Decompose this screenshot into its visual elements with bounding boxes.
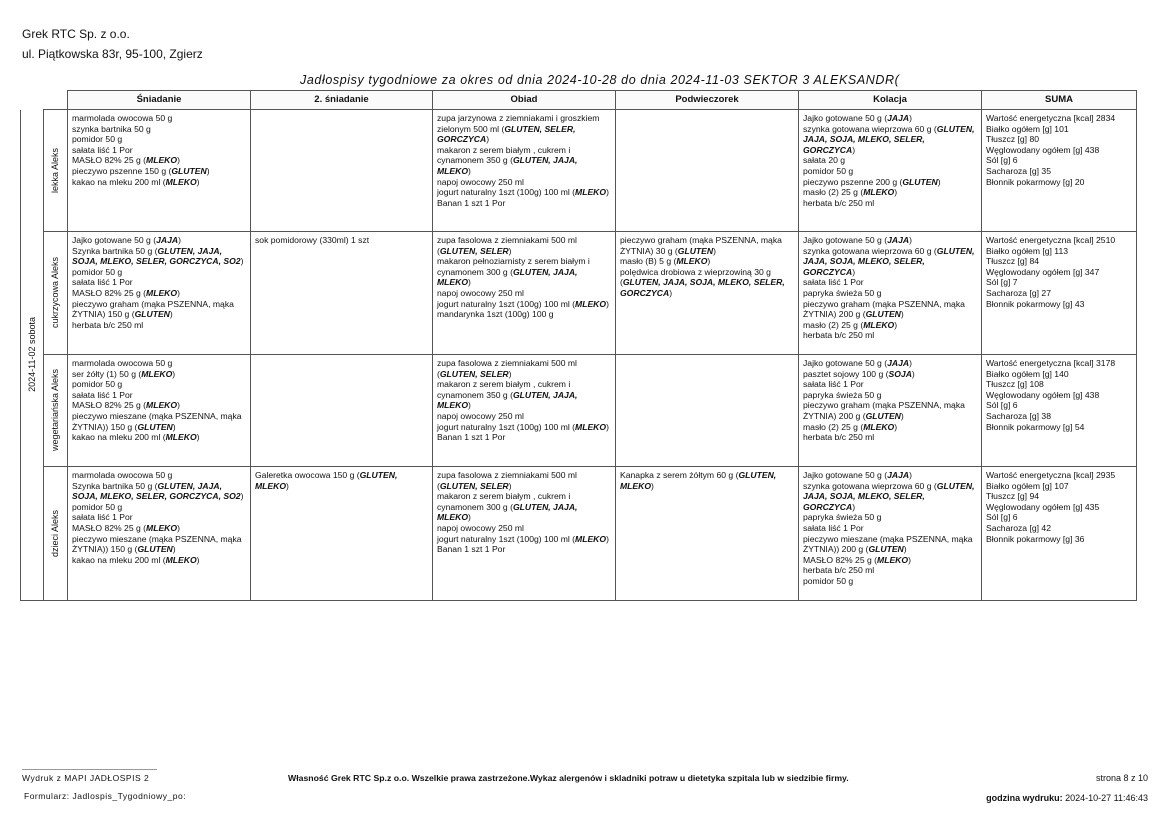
- nutrition-cell: [982, 467, 1137, 601]
- meal-cell: [799, 232, 982, 355]
- meal-item: pasztet sojowy 100 g (SOJA): [803, 368, 915, 379]
- meal-item: Banan 1 szt 1 Por: [437, 544, 506, 555]
- day-cell: [21, 110, 44, 601]
- nutrition-value: Sacharoza [g] 42: [986, 522, 1051, 533]
- meal-item: pieczywo mieszane (mąka PSZENNA, mąka ŻYTNIA)) 200 g (GLUTEN): [803, 533, 973, 555]
- nutrition-value: Tłuszcz [g] 108: [986, 379, 1044, 390]
- column-header: Śniadanie: [68, 91, 251, 110]
- diet-cell: [44, 467, 68, 601]
- meal-cell: [433, 232, 616, 355]
- meal-item: pieczywo pszenne 150 g (GLUTEN): [72, 165, 210, 176]
- meal-item: napoj owocowy 250 ml: [437, 287, 524, 298]
- meal-item: MASŁO 82% 25 g (MLEKO): [72, 522, 180, 533]
- meal-item: pieczywo graham (mąka PSZENNA, mąka ŻYTNIA) 200 g (GLUTEN): [803, 400, 965, 421]
- nutrition-value: Białko ogółem [g] 113: [986, 245, 1069, 256]
- meal-cell: [68, 110, 251, 232]
- nutrition-value: Węglowodany ogółem [g] 347: [986, 266, 1100, 277]
- print-time-label: godzina wydruku:: [986, 793, 1063, 803]
- meal-item: jogurt naturalny 1szt (100g) 100 ml (MLEKO): [437, 421, 609, 432]
- meal-item: sałata liść 1 Por: [72, 277, 133, 288]
- meal-item: pieczywo mieszane (mąka PSZENNA, mąka ŻYTNIA)) 150 g (GLUTEN): [72, 533, 242, 555]
- diet-label: dzieci Aleks: [50, 509, 61, 558]
- nutrition-value: Błonnik pokarmowy [g] 20: [986, 176, 1085, 187]
- meal-item: herbata b/c 250 ml: [803, 197, 875, 208]
- nutrition-value: Sacharoza [g] 35: [986, 165, 1051, 176]
- meal-item: kakao na mleku 200 ml (MLEKO): [72, 432, 200, 443]
- print-time: [986, 793, 1148, 803]
- page-number: strona 8 z 10: [1095, 773, 1148, 783]
- diet-label: cukrzycowa Aleks: [50, 257, 61, 329]
- meal-item: zupa fasolowa z ziemniakami 500 ml (GLUTEN, SELER): [437, 470, 577, 491]
- meal-cell: [616, 467, 799, 601]
- diet-cell: [44, 110, 68, 232]
- meal-cell: [433, 110, 616, 232]
- meal-item: makaron z serem białym , cukrem i cynamonem 350 g (GLUTEN, JAJA, MLEKO): [437, 144, 578, 176]
- meal-cell: [251, 355, 433, 467]
- nutrition-value: Sacharoza [g] 38: [986, 410, 1051, 421]
- diet-row: [21, 467, 1137, 601]
- meal-cell: [251, 467, 433, 601]
- meal-item: MASŁO 82% 25 g (MLEKO): [72, 287, 180, 298]
- nutrition-value: Wartość energetyczna [kcal] 3178: [986, 358, 1116, 368]
- ownership-note: Własność Grek RTC Sp.z o.o. Wszelkie prawa zastrzeżone.Wykaz alergenów i skladniki potraw u dietetyka szpitala lub w siedzibie firmy.: [288, 773, 849, 783]
- meal-item: herbata b/c 250 ml: [803, 432, 875, 443]
- header-spacer: [21, 91, 44, 110]
- meal-item: jogurt naturalny 1szt (100g) 100 ml (MLEKO): [437, 187, 609, 198]
- meal-item: szynka gotowana wieprzowa 60 g (GLUTEN, JAJA, SOJA, MLEKO, SELER, GORCZYCA): [803, 245, 975, 277]
- meal-cell: [251, 110, 433, 232]
- diet-cell: [44, 355, 68, 467]
- meal-item: Jajko gotowane 50 g (JAJA): [803, 358, 912, 368]
- meal-cell: [799, 355, 982, 467]
- diet-label: lekka Aleks: [50, 147, 61, 194]
- meal-item: pieczywo graham (mąka PSZENNA, mąka ŻYTNIA) 30 g (GLUTEN): [620, 235, 782, 256]
- meal-item: polędwica drobiowa z wieprzowiną 30 g (GLUTEN, JAJA, SOJA, MLEKO, SELER, GORCZYCA): [620, 266, 785, 298]
- meal-item: kakao na mleku 200 ml (MLEKO): [72, 554, 200, 565]
- meal-item: papryka świeża 50 g: [803, 512, 882, 523]
- nutrition-value: Błonnik pokarmowy [g] 43: [986, 298, 1085, 309]
- meal-item: pomidor 50 g: [72, 501, 123, 512]
- meal-item: Szynka bartnika 50 g (GLUTEN, JAJA, SOJA, MLEKO, SELER, GORCZYCA, SO2): [72, 245, 244, 267]
- meal-item: makaron z serem białym , cukrem i cynamonem 350 g (GLUTEN, JAJA, MLEKO): [437, 379, 578, 411]
- meal-item: marmolada owocowa 50 g: [72, 113, 173, 123]
- column-header: 2. śniadanie: [251, 91, 433, 110]
- meal-item: MASŁO 82% 25 g (MLEKO): [72, 155, 180, 166]
- meal-item: MASŁO 82% 25 g (MLEKO): [72, 400, 180, 411]
- meal-item: ser żółty (1) 50 g (MLEKO): [72, 368, 176, 379]
- meal-item: pieczywo graham (mąka PSZENNA, mąka ŻYTNIA) 200 g (GLUTEN): [803, 298, 965, 320]
- nutrition-value: Tłuszcz [g] 80: [986, 134, 1040, 145]
- nutrition-value: Sól [g] 7: [986, 277, 1018, 288]
- meal-item: Jajko gotowane 50 g (JAJA): [803, 235, 912, 245]
- nutrition-value: Wartość energetyczna [kcal] 2935: [986, 470, 1116, 480]
- meal-item: Banan 1 szt 1 Por: [437, 432, 506, 443]
- meal-item: Szynka bartnika 50 g (GLUTEN, JAJA, SOJA, MLEKO, SELER, GORCZYCA, SO2): [72, 480, 244, 502]
- meal-cell: [799, 467, 982, 601]
- meal-item: papryka świeża 50 g: [803, 287, 882, 298]
- meal-item: sałata liść 1 Por: [803, 277, 864, 288]
- nutrition-value: Wartość energetyczna [kcal] 2834: [986, 113, 1116, 123]
- header-row: [21, 91, 1137, 110]
- diet-row: [21, 110, 1137, 232]
- header-spacer: [44, 91, 68, 110]
- page-title: Jadłospisy tygodniowe za okres od dnia 2024-10-28 do dnia 2024-11-03 SEKTOR 3 ALEKSANDR(: [300, 73, 900, 87]
- meal-item: sałata liść 1 Por: [72, 389, 133, 400]
- meal-item: pomidor 50 g: [72, 266, 123, 277]
- meal-item: sałata liść 1 Por: [72, 512, 133, 523]
- nutrition-value: Węglowodany ogółem [g] 435: [986, 501, 1100, 512]
- meal-item: sałata liść 1 Por: [803, 379, 864, 390]
- day-label: 2024-11-02 sobota: [26, 317, 37, 393]
- nutrition-value: Tłuszcz [g] 94: [986, 491, 1040, 502]
- meal-cell: [433, 355, 616, 467]
- meal-item: MASŁO 82% 25 g (MLEKO): [803, 554, 911, 565]
- meal-item: napoj owocowy 250 ml: [437, 410, 524, 421]
- meal-cell: [68, 355, 251, 467]
- meal-cell: [799, 110, 982, 232]
- meal-item: pomidor 50 g: [72, 379, 123, 390]
- nutrition-value: Sól [g] 6: [986, 155, 1018, 166]
- nutrition-value: Białko ogółem [g] 140: [986, 368, 1069, 379]
- diet-row: [21, 355, 1137, 467]
- meal-item: sok pomidorowy (330ml) 1 szt: [255, 235, 370, 245]
- meal-item: masło (B) 5 g (MLEKO): [620, 256, 711, 267]
- meal-item: zupa jarzynowa z ziemniakami i groszkiem zielonym 500 ml (GLUTEN, SELER, GORCZYCA): [437, 113, 600, 145]
- nutrition-value: Sól [g] 6: [986, 400, 1018, 411]
- meal-item: masło (2) 25 g (MLEKO): [803, 421, 898, 432]
- meal-item: Jajko gotowane 50 g (JAJA): [803, 113, 912, 123]
- meal-item: Jajko gotowane 50 g (JAJA): [72, 235, 181, 245]
- column-header: Podwieczorek: [616, 91, 799, 110]
- meal-item: sałata 20 g: [803, 155, 846, 166]
- column-header: Kolacja: [799, 91, 982, 110]
- meal-cell: [616, 110, 799, 232]
- column-header: SUMA: [982, 91, 1137, 110]
- meal-item: herbata b/c 250 ml: [72, 319, 144, 330]
- nutrition-value: Sacharoza [g] 27: [986, 287, 1051, 298]
- meal-cell: [616, 355, 799, 467]
- meal-item: jogurt naturalny 1szt (100g) 100 ml (MLEKO): [437, 298, 609, 309]
- meal-item: pomidor 50 g: [803, 165, 854, 176]
- column-header: Obiad: [433, 91, 616, 110]
- meal-item: sałata liść 1 Por: [803, 522, 864, 533]
- meal-cell: [433, 467, 616, 601]
- meal-item: napoj owocowy 250 ml: [437, 176, 524, 187]
- nutrition-value: Białko ogółem [g] 107: [986, 480, 1069, 491]
- company-name: Grek RTC Sp. z o.o.: [22, 27, 130, 41]
- nutrition-value: Białko ogółem [g] 101: [986, 123, 1069, 134]
- meal-item: Kanapka z serem żółtym 60 g (GLUTEN, MLEKO): [620, 470, 777, 491]
- meal-cell: [616, 232, 799, 355]
- meal-item: Jajko gotowane 50 g (JAJA): [803, 470, 912, 480]
- meal-item: sałata liść 1 Por: [72, 144, 133, 155]
- nutrition-cell: [982, 110, 1137, 232]
- form-name: Formularz: Jadlospis_Tygodniowy_po:: [24, 791, 187, 801]
- meal-item: makaron z serem białym , cukrem i cynamonem 300 g (GLUTEN, JAJA, MLEKO): [437, 491, 578, 523]
- meal-item: napoj owocowy 250 ml: [437, 522, 524, 533]
- printout-source: Wydruk z MAPI JADŁOSPIS 2: [22, 773, 150, 783]
- company-address: ul. Piątkowska 83r, 95-100, Zgierz: [22, 47, 203, 61]
- meal-item: herbata b/c 250 ml: [803, 330, 875, 341]
- meal-item: masło (2) 25 g (MLEKO): [803, 187, 898, 198]
- meal-item: pomidor 50 g: [803, 575, 854, 586]
- diet-cell: [44, 232, 68, 355]
- meal-cell: [68, 232, 251, 355]
- meal-item: jogurt naturalny 1szt (100g) 100 ml (MLEKO): [437, 533, 609, 544]
- meal-item: mandarynka 1szt (100g) 100 g: [437, 309, 554, 320]
- meal-item: pieczywo pszenne 200 g (GLUTEN): [803, 176, 941, 187]
- nutrition-cell: [982, 232, 1137, 355]
- meal-item: marmolada owocowa 50 g: [72, 470, 173, 480]
- meal-item: papryka świeża 50 g: [803, 389, 882, 400]
- meal-item: pieczywo mieszane (mąka PSZENNA, mąka ŻYTNIA)) 150 g (GLUTEN): [72, 410, 242, 432]
- nutrition-value: Wartość energetyczna [kcal] 2510: [986, 235, 1116, 245]
- meal-item: Banan 1 szt 1 Por: [437, 197, 506, 208]
- meal-item: herbata b/c 250 ml: [803, 565, 875, 576]
- nutrition-value: Błonnik pokarmowy [g] 54: [986, 421, 1085, 432]
- print-time-value: 2024-10-27 11:46:43: [1065, 793, 1148, 803]
- meal-item: zupa fasolowa z ziemniakami 500 ml (GLUTEN, SELER): [437, 358, 577, 379]
- meal-cell: [251, 232, 433, 355]
- diet-row: [21, 232, 1137, 355]
- meal-item: marmolada owocowa 50 g: [72, 358, 173, 368]
- meal-item: szynka bartnika 50 g: [72, 123, 151, 134]
- menu-table: [20, 90, 1137, 601]
- meal-item: makaron pełnoziarnisty z serem białym i cynamonem 300 g (GLUTEN, JAJA, MLEKO): [437, 256, 590, 288]
- nutrition-cell: [982, 355, 1137, 467]
- meal-item: szynka gotowana wieprzowa 60 g (GLUTEN, JAJA, SOJA, MLEKO, SELER, GORCZYCA): [803, 480, 975, 512]
- meal-item: zupa fasolowa z ziemniakami 500 ml (GLUTEN, SELER): [437, 235, 577, 256]
- company-header: [22, 24, 203, 64]
- nutrition-value: Sól [g] 6: [986, 512, 1018, 523]
- meal-item: Galeretka owocowa 150 g (GLUTEN, MLEKO): [255, 470, 398, 491]
- nutrition-value: Węglowodany ogółem [g] 438: [986, 144, 1100, 155]
- diet-label: wegetariańska Aleks: [50, 369, 61, 452]
- meal-item: pieczywo graham (mąka PSZENNA, mąka ŻYTNIA) 150 g (GLUTEN): [72, 298, 234, 320]
- nutrition-value: Węglowodany ogółem [g] 438: [986, 389, 1100, 400]
- meal-item: pomidor 50 g: [72, 134, 123, 145]
- nutrition-value: Błonnik pokarmowy [g] 36: [986, 533, 1085, 544]
- meal-item: szynka gotowana wieprzowa 60 g (GLUTEN, JAJA, SOJA, MLEKO, SELER, GORCZYCA): [803, 123, 975, 155]
- meal-cell: [68, 467, 251, 601]
- meal-item: masło (2) 25 g (MLEKO): [803, 319, 898, 330]
- footer-divider: [22, 769, 157, 770]
- nutrition-value: Tłuszcz [g] 84: [986, 256, 1040, 267]
- meal-item: kakao na mleku 200 ml (MLEKO): [72, 176, 200, 187]
